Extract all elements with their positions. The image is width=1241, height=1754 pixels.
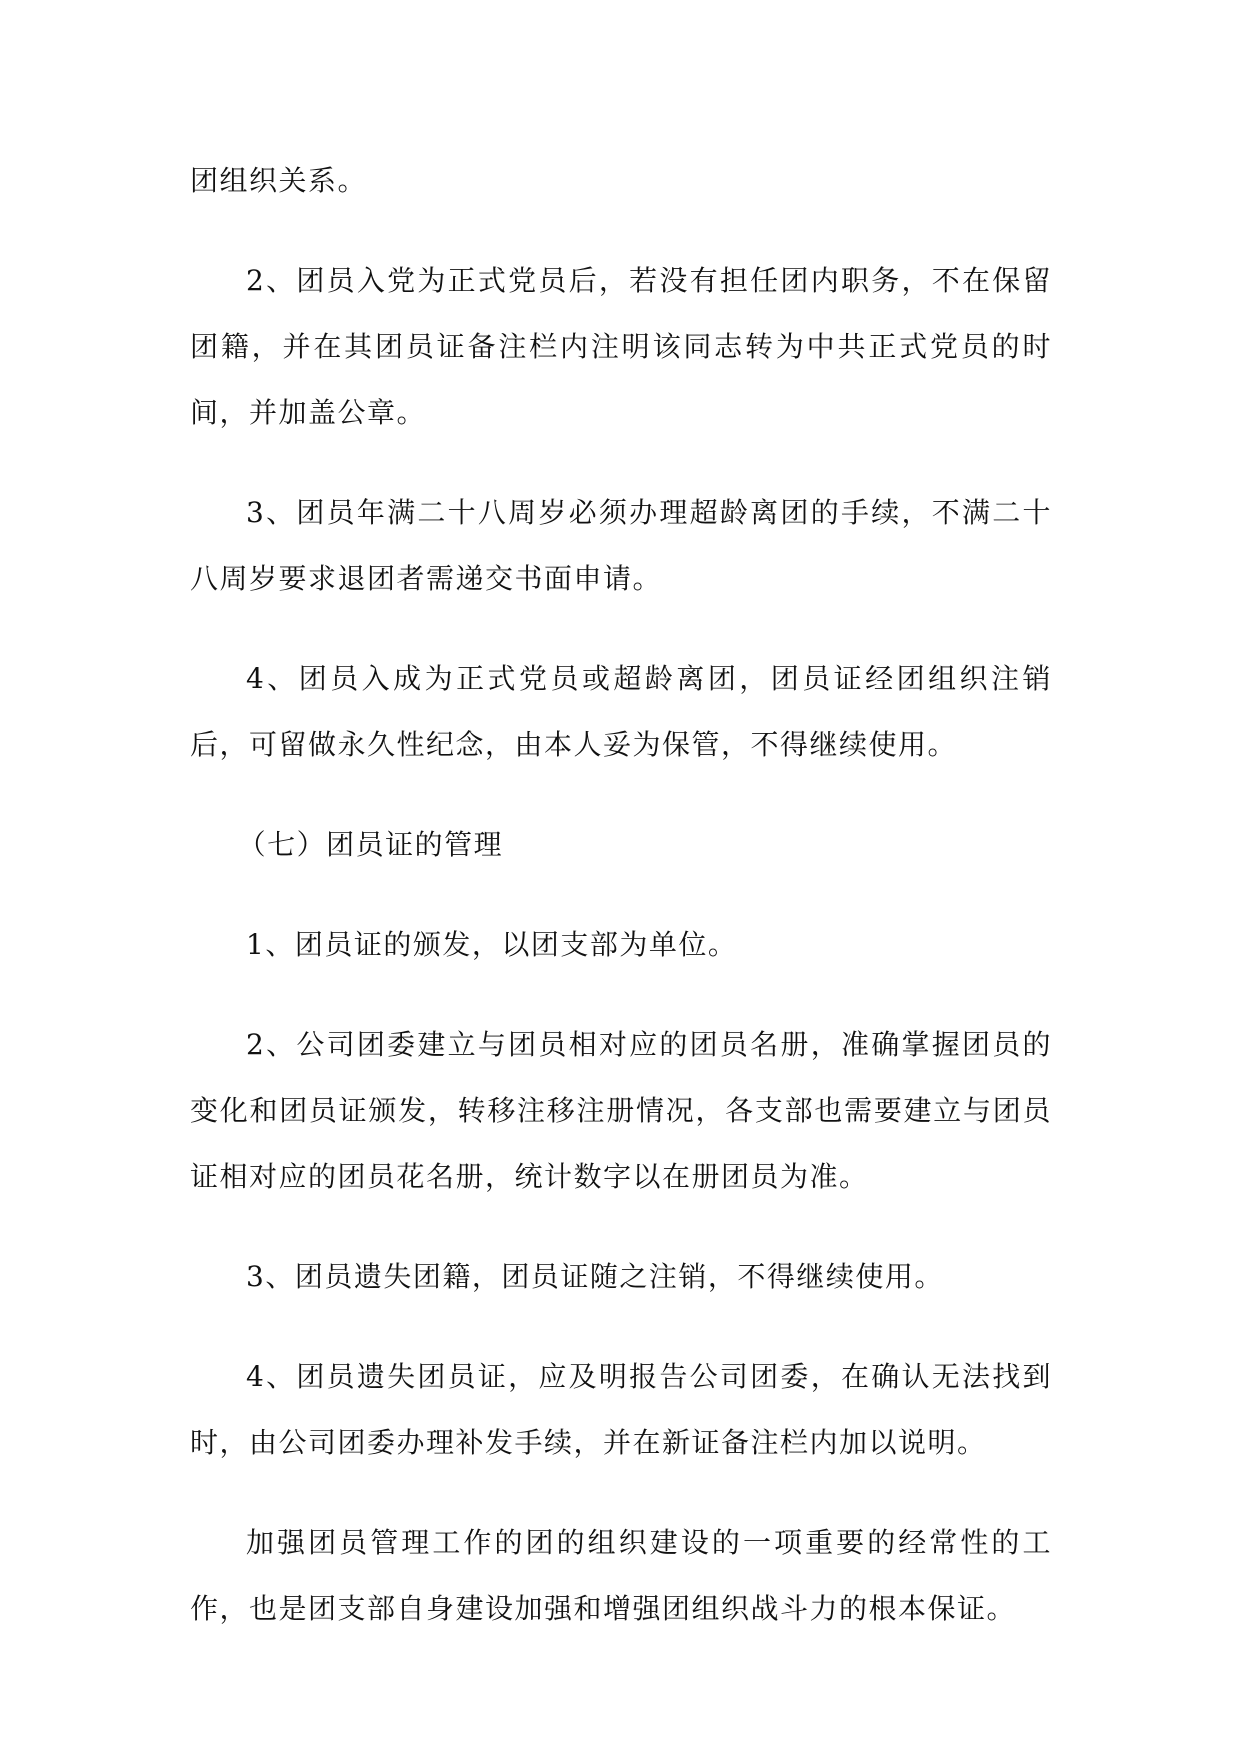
paragraph-item-2-member-register: 2、公司团委建立与团员相对应的团员名册，准确掌握团员的变化和团员证颁发，转移注移注册情况，各支部也需要建立与团员证相对应的团员花名册，统计数字以在册团员为准。	[190, 1028, 1052, 1193]
paragraph-item-4-lost-certificate: 4、团员遗失团员证，应及明报告公司团委，在确认无法找到时，由公司团委办理补发手续，并在新证备注栏内加以说明。	[190, 1360, 1052, 1459]
paragraph-conclusion: 加强团员管理工作的团的组织建设的一项重要的经常性的工作，也是团支部自身建设加强和增强团组织战斗力的根本保证。	[190, 1526, 1052, 1625]
paragraph-continuation: 团组织关系。	[190, 164, 368, 197]
paragraph-item-3-loss-of-membership: 3、团员遗失团籍，团员证随之注销，不得继续使用。	[246, 1260, 944, 1293]
paragraph-item-3-age-limit: 3、团员年满二十八周岁必须办理超龄离团的手续，不满二十八周岁要求退团者需递交书面申请。	[190, 496, 1052, 595]
section-heading-certificate-management: （七）团员证的管理	[237, 828, 504, 861]
paragraph-item-4-certificate-keepsake: 4、团员入成为正式党员或超龄离团，团员证经团组织注销后，可留做永久性纪念，由本人妥为保管，不得继续使用。	[190, 662, 1052, 761]
paragraph-item-2-party-membership: 2、团员入党为正式党员后，若没有担任团内职务，不在保留团籍，并在其团员证备注栏内注明该同志转为中共正式党员的时间，并加盖公章。	[190, 264, 1052, 429]
document-body	[190, 148, 1052, 1676]
paragraph-item-1-issuance: 1、团员证的颁发，以团支部为单位。	[246, 928, 738, 961]
